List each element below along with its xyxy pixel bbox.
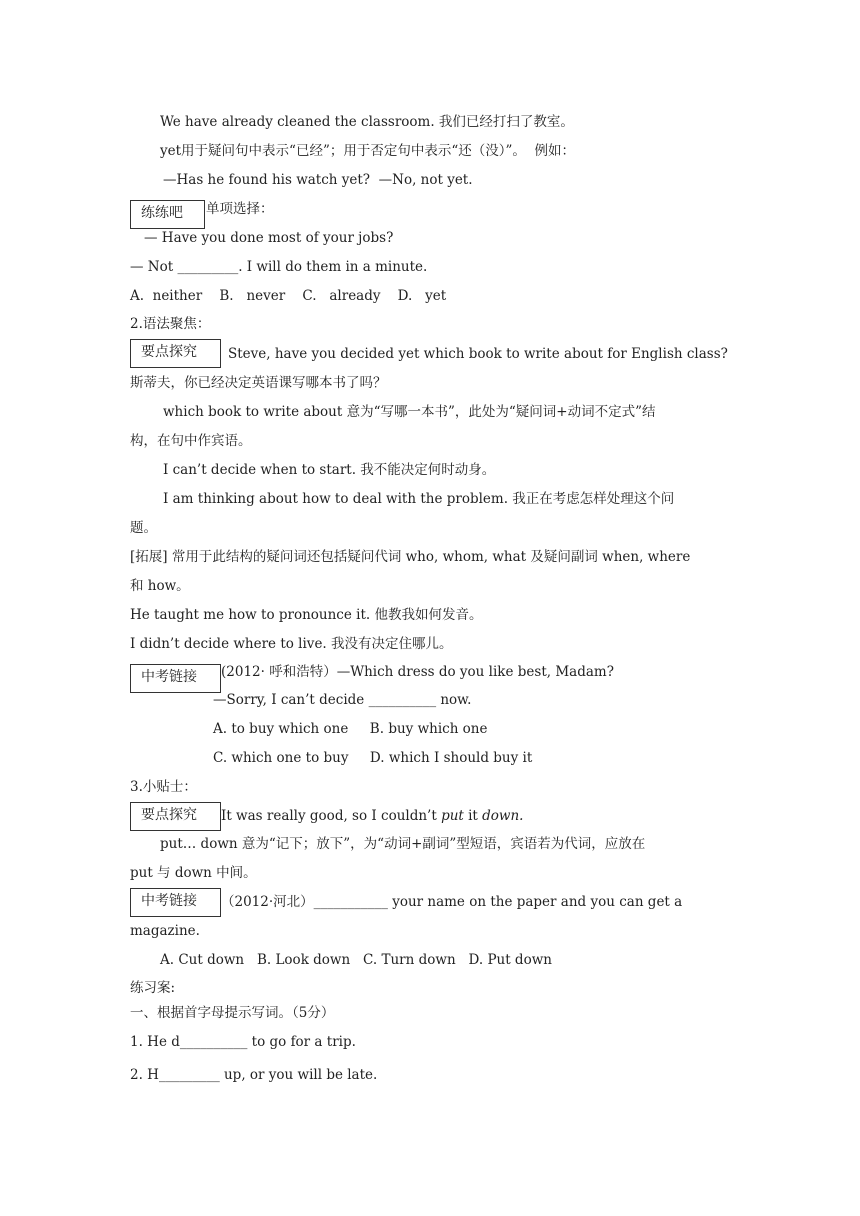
grammar-example-1: I can’t decide when to start. 我不能决定何时动身。 xyxy=(163,462,496,478)
put-down-explanation-cont: put 与 down 中间。 xyxy=(130,865,257,881)
key-point-box-1: 要点探究 xyxy=(130,339,221,368)
extension-example-1: He taught me how to pronounce it. 他教我如何发音。 xyxy=(130,607,483,623)
exam-question-2: （2012·河北）___________ your name on the paper and you can get a xyxy=(221,894,683,910)
extension-note-cont: 和 how。 xyxy=(130,578,190,594)
key-sentence-down: down. xyxy=(482,808,524,824)
single-choice-heading: 单项选择： xyxy=(206,201,274,217)
question-line-2: — Not _________. I will do them in a minute. xyxy=(130,259,428,275)
practice-instruction: 一、根据首字母提示写词。（5分） xyxy=(130,1005,335,1021)
grammar-explanation-1: which book to write about 意为“写哪一本书”，此处为“疑问词+动词不定式”结 xyxy=(163,404,656,420)
exam-question-1: (2012· 呼和浩特）—Which dress do you like best, Madam? xyxy=(221,664,614,680)
example-sentence-1: We have already cleaned the classroom. 我们已经打扫了教室。 xyxy=(160,114,574,130)
put-down-explanation: put… down 意为“记下；放下”，为“动词+副词”型短语，宾语若为代词，应放在 xyxy=(160,836,646,852)
grammar-example-2-cont: 题。 xyxy=(130,520,157,536)
exam-question-1-line2: —Sorry, I can’t decide __________ now. xyxy=(213,692,472,708)
question-line-1: — Have you done most of your jobs? xyxy=(144,230,394,246)
practice-item-1: 1. He d__________ to go for a trip. xyxy=(130,1034,356,1050)
key-point-translation-1: 斯蒂夫，你已经决定英语课写哪本书了吗？ xyxy=(130,375,387,391)
exam-options-2: A. Cut down B. Look down C. Turn down D. Put down xyxy=(160,952,552,968)
yet-explanation: yet用于疑问句中表示“已经”；用于否定句中表示“还（没）”。 例如： xyxy=(160,143,575,159)
yet-example: —Has he found his watch yet? —No, not yet. xyxy=(163,172,473,188)
grammar-example-2: I am thinking about how to deal with the problem. 我正在考虑怎样处理这个问 xyxy=(163,491,675,507)
exam-link-box-1: 中考链接 xyxy=(130,664,221,693)
section-3-heading: 3.小贴士： xyxy=(130,779,197,795)
key-sentence-part-c: it xyxy=(463,808,483,824)
key-point-box-2: 要点探究 xyxy=(130,802,221,831)
exam-options-1a: A. to buy which one B. buy which one xyxy=(213,721,488,737)
key-point-sentence-1: Steve, have you decided yet which book to write about for English class? xyxy=(228,346,728,362)
key-sentence-part-a: It was really good, so I couldn’t xyxy=(221,808,442,824)
section-2-heading: 2.语法聚焦： xyxy=(130,316,211,332)
practice-heading: 练习案: xyxy=(130,980,176,996)
exam-link-box-2: 中考链接 xyxy=(130,888,221,917)
question-options: A. neither B. never C. already D. yet xyxy=(130,288,447,304)
key-point-sentence-2 xyxy=(221,806,523,826)
practice-item-2: 2. H_________ up, or you will be late. xyxy=(130,1067,378,1083)
exam-options-1b: C. which one to buy D. which I should buy it xyxy=(213,750,533,766)
exam-question-2-cont: magazine. xyxy=(130,923,200,939)
practice-label-box: 练练吧 xyxy=(130,200,205,229)
grammar-explanation-2: 构，在句中作宾语。 xyxy=(130,433,252,449)
extension-example-2: I didn’t decide where to live. 我没有决定住哪儿。 xyxy=(130,636,453,652)
key-sentence-put: put xyxy=(441,808,464,824)
extension-note: [拓展] 常用于此结构的疑问词还包括疑问代词 who, whom, what 及疑问副词 when, where xyxy=(130,549,691,565)
